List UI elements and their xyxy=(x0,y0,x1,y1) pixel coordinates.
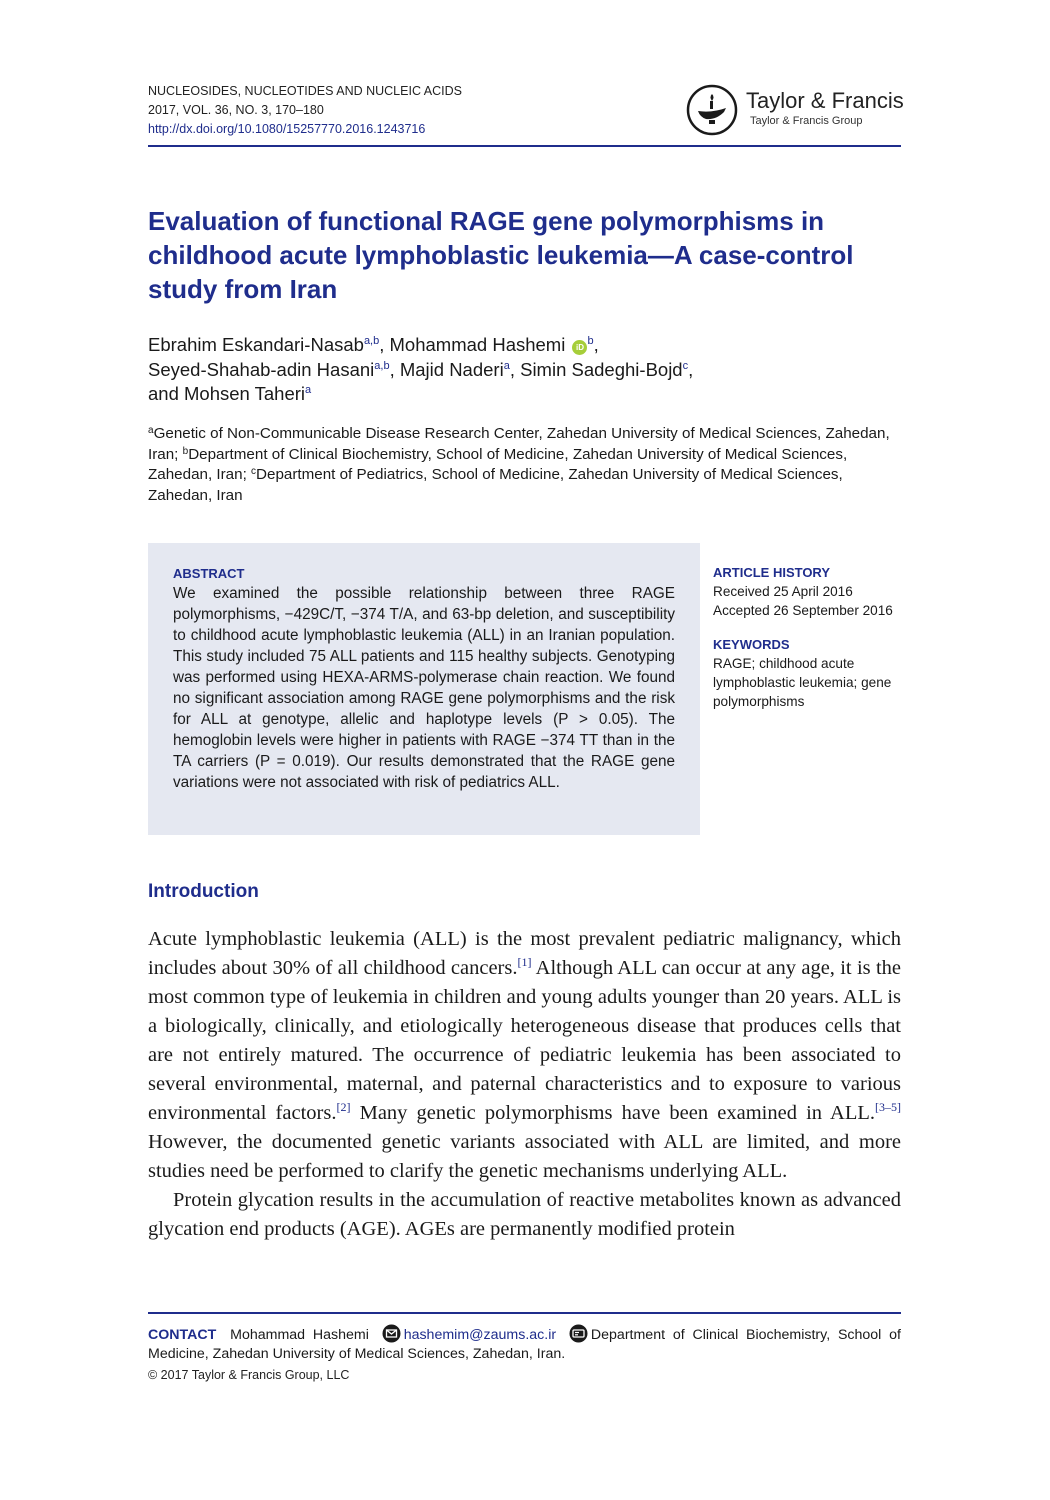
abstract-box xyxy=(148,543,700,835)
publisher-group: Taylor & Francis Group xyxy=(750,115,863,127)
footer-divider xyxy=(148,1312,901,1314)
affiliation-mark: c xyxy=(251,466,257,477)
author-prefix: and xyxy=(148,383,185,404)
citation-link[interactable]: [3–5] xyxy=(875,1100,902,1114)
address-icon xyxy=(569,1324,588,1343)
contact-info xyxy=(148,1324,901,1364)
author-affiliation-mark: c xyxy=(682,359,689,372)
section-heading-introduction: Introduction xyxy=(148,881,259,902)
author-affiliation-mark: a,b xyxy=(363,335,380,347)
journal-issue: 2017, VOL. 36, NO. 3, 170–180 xyxy=(148,103,324,117)
body-text xyxy=(148,925,901,1244)
author-affiliation-mark: a xyxy=(305,384,312,396)
author-name[interactable]: Mohsen Taheri xyxy=(184,383,306,404)
taylor-francis-lamp-icon xyxy=(686,84,738,136)
received-date: Received 25 April 2016 xyxy=(713,584,853,599)
copyright: © 2017 Taylor & Francis Group, LLC xyxy=(148,1368,350,1382)
contact-label: CONTACT xyxy=(148,1327,217,1343)
header-divider xyxy=(148,145,901,147)
contact-address: Department of Clinical Biochemistry, School of Medicine, Zahedan University of Medical Sciences, Zahedan, Iran. xyxy=(148,1327,901,1362)
keywords-heading: KEYWORDS xyxy=(713,637,790,652)
citation-link[interactable]: [1] xyxy=(517,955,532,969)
publisher-name: Taylor & Francis xyxy=(746,88,904,113)
journal-info xyxy=(148,82,462,139)
affiliation-text: Department of Clinical Biochemistry, School of Medicine, Zahedan University of Medical Sciences, Zahedan, Iran; xyxy=(148,445,848,483)
affiliations xyxy=(148,424,908,506)
author-name[interactable]: Ebrahim Eskandari-Nasab xyxy=(148,334,364,355)
article-title: Evaluation of functional RAGE gene polymorphisms in childhood acute lymphoblastic leukemia—A case-control study from Iran xyxy=(148,206,854,304)
publisher-logo xyxy=(686,84,902,136)
contact-name: Mohammad Hashemi xyxy=(230,1327,369,1343)
text-run: Acute lymphoblastic leukemia (ALL) is the most prevalent pediatric malignancy, which includes about 30% of all childhood cancers. xyxy=(148,928,901,979)
paragraph xyxy=(148,925,901,1186)
citation-link[interactable]: [2] xyxy=(336,1100,351,1114)
author-affiliation-mark: b xyxy=(587,335,594,347)
article-meta-column xyxy=(713,564,913,711)
affiliation-mark: b xyxy=(182,445,189,457)
author-affiliation-mark: a,b xyxy=(374,359,390,372)
text-run: However, the documented genetic variants associated with ALL are limited, and more studies need be performed to clarify the genetic mechanisms underlying ALL. xyxy=(148,1131,901,1182)
author-name[interactable]: Seyed-Shahab-adin Hasani xyxy=(148,358,375,380)
email-icon xyxy=(382,1324,401,1343)
orcid-icon[interactable]: iD xyxy=(572,340,587,355)
paragraph: Protein glycation results in the accumulation of reactive metabolites known as advanced glycation end products (AGE). AGEs are permanently modified protein xyxy=(148,1189,901,1240)
affiliation-text: Department of Pediatrics, School of Medicine, Zahedan University of Medical Sciences, Zahedan, Iran xyxy=(148,466,843,504)
text-run: Although ALL can occur at any age, it is the most common type of leukemia in children and young adults younger than 20 years. ALL is a biologically, clinically, and etiologically heterogeneous disease that produces cells that are not entirely matured. The occurrence of pediatric leukemia has been associated to several environmental, maternal, and paternal characteristics and to exposure to various environmental factors. xyxy=(148,957,901,1124)
contact-email-link[interactable]: hashemim@zaums.ac.ir xyxy=(403,1327,557,1343)
affiliation-text: Genetic of Non-Communicable Disease Research Center, Zahedan University of Medical Sciences, Zahedan, Iran; xyxy=(148,425,890,463)
accepted-date: Accepted 26 September 2016 xyxy=(713,603,893,618)
affiliation-mark: a xyxy=(148,425,154,436)
author-name[interactable]: Simin Sadeghi-Bojd xyxy=(520,358,683,380)
text-run: Many genetic polymorphisms have been examined in ALL. xyxy=(350,1102,876,1124)
abstract-text: We examined the possible relationship between three RAGE polymorphisms, −429C/T, −374 T/A, and 63-bp deletion, and susceptibility to childhood acute lymphoblastic leukemia (ALL) in an Iranian population. This study included 75 ALL patients and 115 healthy subjects. Genotyping was performed using HEXA-ARMS-polymerase chain reaction. We found no significant association among RAGE gene polymorphisms and the risk for ALL at genotype, allelic and haplotype levels (P > 0.05). The hemoglobin levels were higher in patients with RAGE −374 TT than in the TA carriers (P = 0.019). Our results demonstrated that the RAGE gene variations were not associated with risk of pediatrics ALL. xyxy=(173,585,675,791)
doi-link[interactable]: http://dx.doi.org/10.1080/15257770.2016.1243716 xyxy=(148,122,426,136)
abstract-heading: ABSTRACT xyxy=(173,566,245,581)
author-list: Ebrahim Eskandari-Nasab$^{a,b}$, Mohammad Hashemi $iD^b$, Seyed-Shahab-adin Hasani$^{a,b}$, Majid Naderi$^a$, Simin Sadeghi-Bojd$^c$, and Mohsen Taheri$^a$ xyxy=(148,334,694,404)
author-name[interactable]: Majid Naderi xyxy=(399,358,504,380)
journal-name: NUCLEOSIDES, NUCLEOTIDES AND NUCLEIC ACIDS xyxy=(148,84,462,98)
author-name[interactable]: Mohammad Hashemi xyxy=(389,334,566,355)
keywords-text: RAGE; childhood acute lymphoblastic leukemia; gene polymorphisms xyxy=(713,656,892,709)
author-affiliation-mark: a xyxy=(503,359,510,372)
article-history-heading: ARTICLE HISTORY xyxy=(713,565,831,580)
